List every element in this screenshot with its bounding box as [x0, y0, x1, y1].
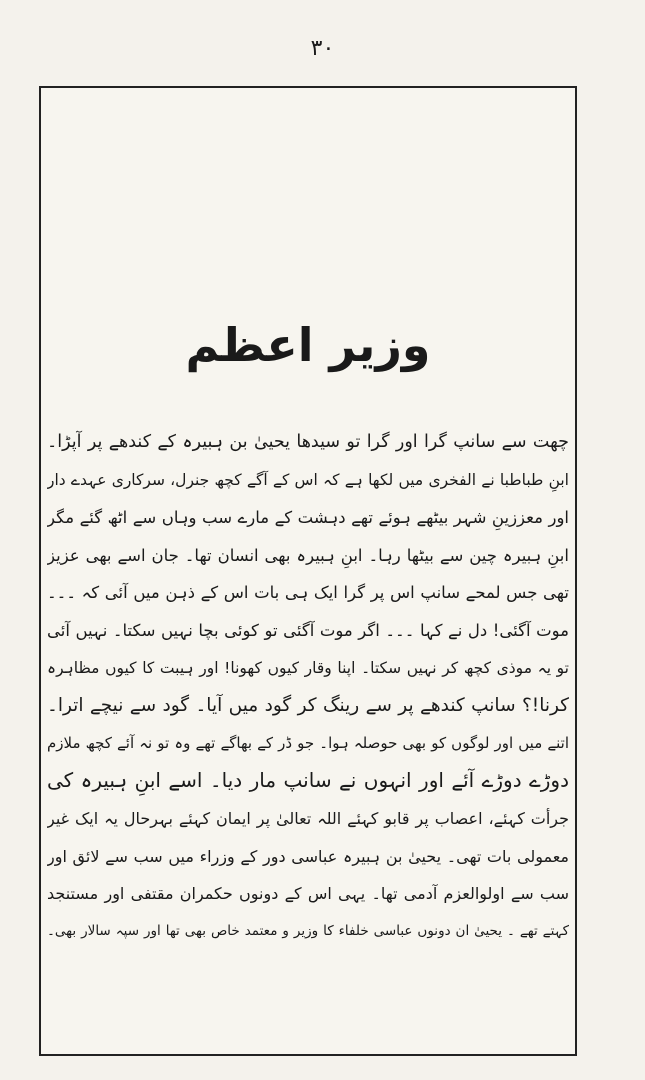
body-line: اتنے میں اور لوگوں کو بھی حوصلہ ہوا۔ جو ڈر کے بھاگے تھے وہ تو نہ آئے کچھ ملازم [47, 733, 569, 752]
body-line: ابنِ طباطبا نے الفخری میں لکھا ہے کہ اس کے آگے کچھ جنرل، سرکاری عہدے دار [47, 470, 569, 489]
body-line: دوڑے دوڑے آئے اور انہوں نے سانپ مار دیا۔ اسے ابنِ ہبیرہ کی [47, 768, 569, 793]
body-line: سب سے اولوالعزم آدمی تھا۔ یہی اس کے دونوں حکمران مقتفی اور مستنجد [47, 884, 569, 904]
body-line: معمولی بات تھی۔ یحییٰ بن ہبیرہ عباسی دور کے وزراء میں سب سے لائق اور [47, 846, 569, 866]
body-line: جرأت کہئے، اعصاب پر قابو کہئے اللہ تعالیٰ پر ایمان کہئے بہرحال یہ ایک غیر [47, 808, 569, 828]
page-number: ۳۰ [310, 36, 335, 61]
body-line: تو یہ موذی کچھ کر نہیں سکتا۔ اپنا وقار کیوں کھونا! اور ہیبت کا کیوں مظاہرہ [47, 658, 569, 677]
body-text [47, 424, 569, 950]
body-line: کرنا!؟ سانپ کندھے پر سے رینگ کر گود میں آیا۔ گود سے نیچے اترا۔ [47, 695, 569, 717]
body-line: کہتے تھے ۔ یحییٰ ان دونوں عباسی خلفاء کا وزیر و معتمد خاص بھی تھا اور سپہ سالار بھی۔ [47, 922, 569, 939]
body-line: چھت سے سانپ گرا اور گرا تو سیدھا یحییٰ بن ہبیرہ کے کندھے پر آپڑا۔ [47, 432, 569, 452]
body-line: موت آگئی! دل نے کہا ۔۔۔ اگر موت آگئی تو کوئی بچا نہیں سکتا۔ نہیں آئی [47, 620, 569, 640]
body-line: تھی جس لمحے سانپ اس پر گرا ایک ہی بات اس کے ذہن میں آئی کہ ۔۔۔ [47, 583, 569, 603]
body-line: اور معززینِ شہر بیٹھے ہوئے تھے دہشت کے مارے سب وہاں سے اٹھ گئے مگر [47, 508, 569, 528]
body-line: ابنِ ہبیرہ چین سے بیٹھا رہا۔ ابنِ ہبیرہ بھی انسان تھا۔ جان اسے بھی عزیز [47, 545, 569, 565]
chapter-title: وزیر اعظم [185, 318, 431, 372]
